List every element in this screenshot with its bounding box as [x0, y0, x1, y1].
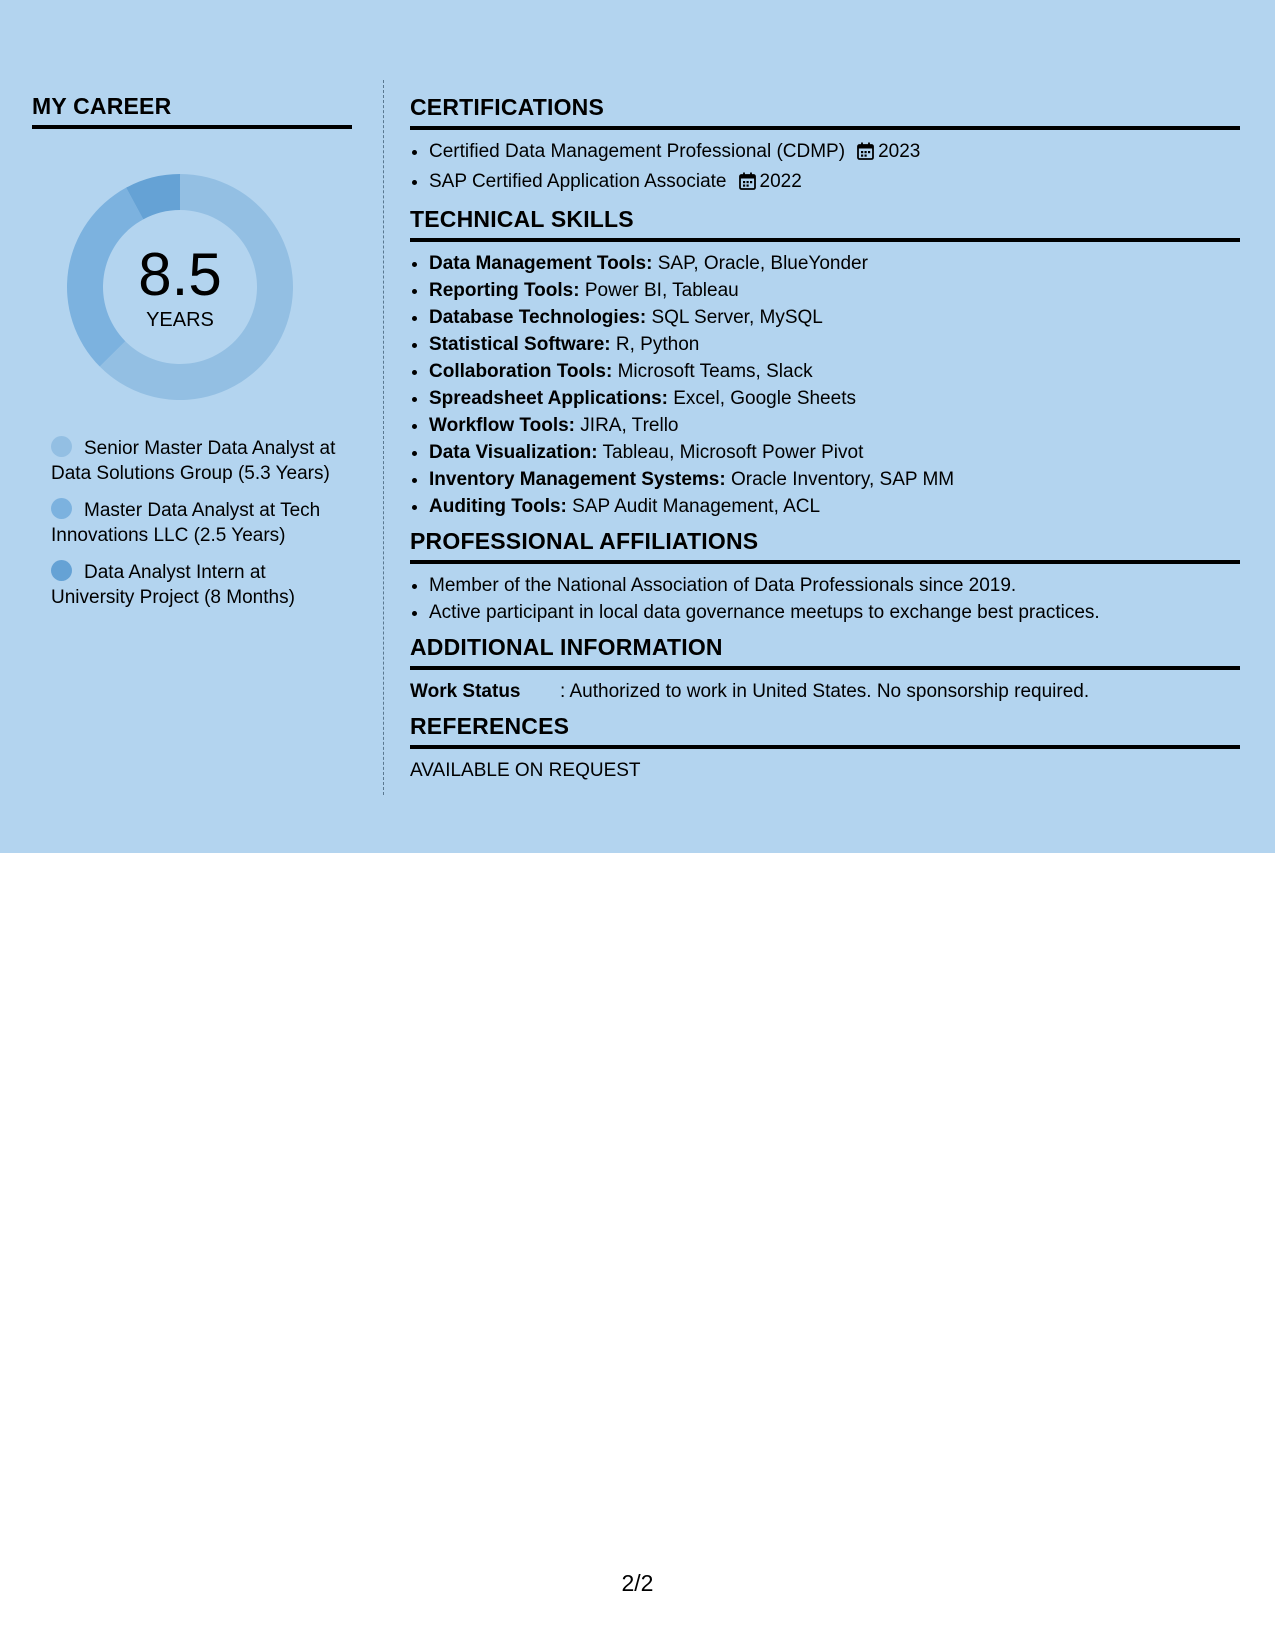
calendar-icon [739, 171, 756, 198]
certification-year: 2023 [878, 141, 921, 162]
career-column [32, 95, 352, 622]
references-heading: REFERENCES [410, 715, 1240, 749]
affiliations-list [410, 572, 1240, 626]
legend-dot-icon [51, 560, 72, 581]
list-item [429, 439, 1240, 466]
legend-item [51, 498, 341, 548]
skill-value: Microsoft Teams, Slack [617, 361, 813, 382]
career-donut-chart [67, 174, 293, 400]
skill-value: SAP, Oracle, BlueYonder [657, 253, 868, 274]
list-item [429, 331, 1240, 358]
work-status-value: : Authorized to work in United States. No sponsorship required. [560, 681, 1090, 702]
legend-dot-icon [51, 436, 72, 457]
technical-skills-list [410, 250, 1240, 520]
donut-center-label [67, 174, 293, 400]
list-item [429, 358, 1240, 385]
skill-label: Database Technologies: [429, 307, 647, 328]
legend-dot-icon [51, 498, 72, 519]
list-item [429, 138, 1240, 168]
additional-information-heading: ADDITIONAL INFORMATION [410, 636, 1240, 670]
list-item [429, 168, 1240, 198]
total-years-value: 8.5 [138, 240, 222, 308]
skill-label: Statistical Software: [429, 334, 611, 355]
references-text: AVAILABLE ON REQUEST [410, 760, 641, 781]
professional-affiliations-section [410, 530, 1240, 626]
column-divider [383, 80, 384, 795]
technical-skills-heading: TECHNICAL SKILLS [410, 208, 1240, 242]
skill-value: SAP Audit Management, ACL [572, 496, 821, 517]
skill-value: R, Python [615, 334, 700, 355]
professional-affiliations-heading: PROFESSIONAL AFFILIATIONS [410, 530, 1240, 564]
skill-value: JIRA, Trello [580, 415, 679, 436]
certification-name: Certified Data Management Professional (CDMP) [429, 141, 846, 162]
skill-label: Inventory Management Systems: [429, 469, 726, 490]
skill-label: Spreadsheet Applications: [429, 388, 668, 409]
certification-name: SAP Certified Application Associate [429, 171, 727, 192]
certifications-section [410, 96, 1240, 198]
skill-value: Excel, Google Sheets [673, 388, 856, 409]
skill-label: Reporting Tools: [429, 280, 580, 301]
list-item [429, 385, 1240, 412]
list-item [429, 277, 1240, 304]
list-item [429, 250, 1240, 277]
technical-skills-section [410, 208, 1240, 520]
certifications-list [410, 138, 1240, 198]
work-status-label: Work Status [410, 681, 521, 702]
certification-year: 2022 [759, 171, 802, 192]
work-status-row [410, 678, 1240, 705]
skill-label: Auditing Tools: [429, 496, 567, 517]
skill-value: SQL Server, MySQL [651, 307, 823, 328]
list-item: • Member of the National Association of Data Professionals since 2019. [429, 572, 1240, 599]
details-column [410, 96, 1240, 794]
list-item [429, 466, 1240, 493]
additional-information-section [410, 636, 1240, 705]
skill-value: Oracle Inventory, SAP MM [730, 469, 955, 490]
career-heading: MY CAREER [32, 95, 352, 129]
certifications-heading: CERTIFICATIONS [410, 96, 1240, 130]
skill-label: Data Visualization: [429, 442, 598, 463]
list-item: • Active participant in local data governance meetups to exchange best practices. [429, 599, 1240, 626]
calendar-icon [857, 141, 874, 168]
skill-value: Power BI, Tableau [584, 280, 739, 301]
list-item [429, 493, 1240, 520]
page-number: 2/2 [621, 1570, 654, 1596]
skill-label: Workflow Tools: [429, 415, 576, 436]
skill-value: Tableau, Microsoft Power Pivot [602, 442, 864, 463]
total-years-unit: YEARS [146, 308, 214, 331]
skill-label: Data Management Tools: [429, 253, 653, 274]
references-section [410, 715, 1240, 784]
career-legend [51, 436, 341, 610]
legend-item [51, 560, 341, 610]
legend-item-label: Master Data Analyst at Tech Innovations LLC (2.5 Years) [51, 500, 321, 546]
list-item [429, 304, 1240, 331]
legend-item [51, 436, 341, 486]
legend-item-label: Senior Master Data Analyst at Data Solutions Group (5.3 Years) [51, 438, 336, 484]
legend-item-label: Data Analyst Intern at University Project (8 Months) [51, 562, 295, 608]
list-item [429, 412, 1240, 439]
skill-label: Collaboration Tools: [429, 361, 613, 382]
